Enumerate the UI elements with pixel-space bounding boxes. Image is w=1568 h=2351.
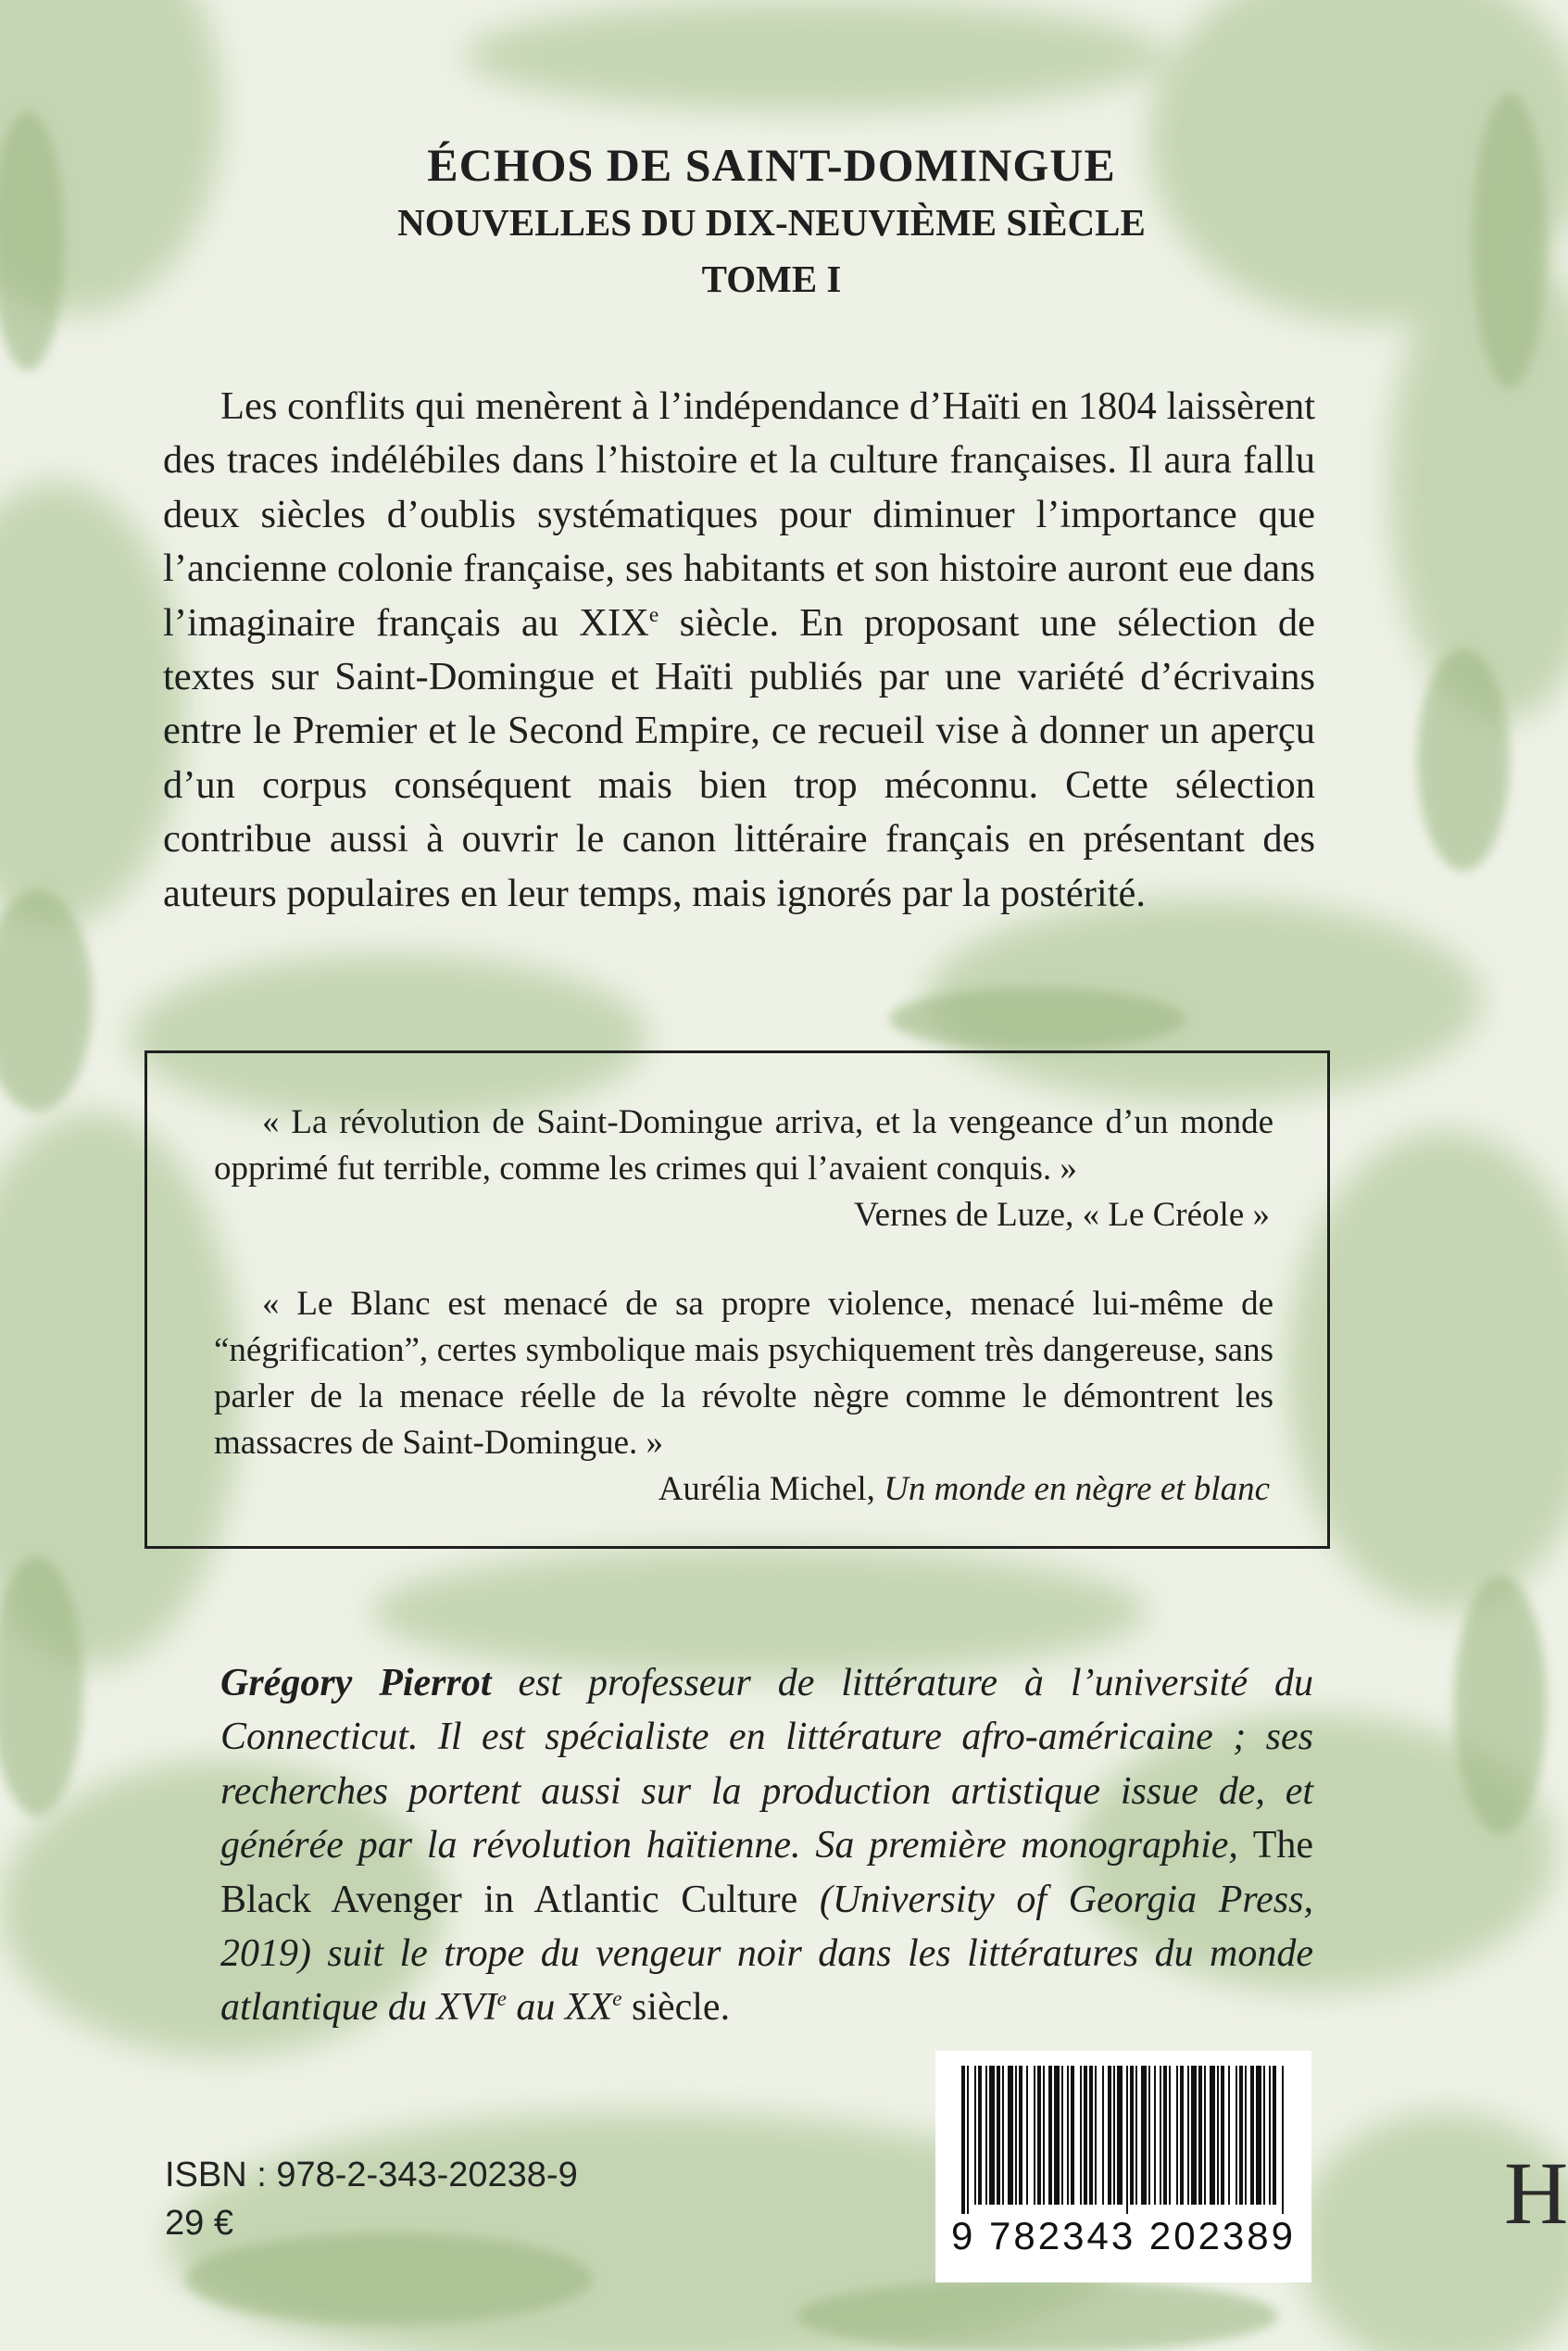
barcode-bar — [989, 2066, 995, 2205]
publisher-logo-letter: H — [1504, 2144, 1568, 2243]
barcode-bar — [1102, 2066, 1104, 2205]
barcode-bar — [1256, 2066, 1261, 2205]
barcode-bar — [1163, 2066, 1167, 2205]
barcode-bar — [1191, 2066, 1197, 2205]
quote-1-text: « La révolution de Saint-Domingue arriva, et la vengeance d’un monde opprimé fut terrible, comme les crimes qui l’avaient conquis. » — [214, 1103, 1273, 1188]
barcode-bar — [1135, 2066, 1137, 2205]
barcode-bar — [1273, 2066, 1276, 2205]
barcode-bar — [1071, 2066, 1074, 2205]
barcode-bar — [1204, 2066, 1206, 2205]
barcode-bar — [1250, 2066, 1254, 2205]
barcode-bar — [1154, 2066, 1156, 2205]
book-title: ÉCHOS DE SAINT-DOMINGUE — [427, 139, 1116, 191]
bio-text-4: siècle. — [621, 1986, 731, 2030]
barcode-bar — [1108, 2066, 1111, 2205]
barcode-bar — [1176, 2066, 1178, 2205]
quote-1-author: Vernes de Luze, « Le Créole » — [854, 1196, 1270, 1234]
barcode-bar — [1043, 2066, 1045, 2205]
barcode-bar — [1141, 2066, 1147, 2205]
price-label: 29 € — [165, 2204, 233, 2243]
barcode-bar — [1245, 2066, 1247, 2205]
barcode-bar — [1198, 2066, 1202, 2205]
quote-2-work: Un monde en nègre et blanc — [884, 1470, 1270, 1508]
barcode-bar — [1239, 2066, 1243, 2205]
barcode-bar — [974, 2066, 976, 2205]
quote-2-attribution — [659, 1466, 1270, 1513]
barcode-bars — [961, 2066, 1286, 2214]
barcode-bar — [1282, 2066, 1284, 2214]
barcode-bar — [1054, 2066, 1060, 2205]
barcode-bar — [1169, 2066, 1171, 2205]
barcode-bar — [1089, 2066, 1093, 2205]
barcode-bar — [1187, 2066, 1189, 2205]
barcode-bar — [1067, 2066, 1069, 2205]
bio-text-1: est professeur de littérature à l’université du Connecticut. Il est spécialiste en littérature afro-américaine ; ses recherches portent aussi sur la production artistique issue de, et générée par la révolution haïtienne. Sa première monographie, — [220, 1662, 1313, 1867]
barcode-bar — [1026, 2066, 1028, 2205]
barcode-bar — [1221, 2066, 1224, 2205]
book-volume: TOME I — [701, 258, 842, 300]
barcode-bar — [1095, 2066, 1097, 2205]
barcode-bar — [1080, 2066, 1082, 2205]
barcode-bar — [1084, 2066, 1087, 2205]
isbn-label: ISBN : 978-2-343-20238-9 — [165, 2156, 578, 2194]
barcode — [935, 2051, 1311, 2282]
barcode-bar — [1130, 2066, 1134, 2205]
book-title-block — [0, 137, 1543, 308]
barcode-bar — [1008, 2066, 1013, 2205]
barcode-bar — [978, 2066, 982, 2205]
barcode-bar — [1217, 2066, 1219, 2205]
quote-1-attribution — [854, 1192, 1270, 1238]
barcode-bar — [1160, 2066, 1161, 2205]
quotes-box — [144, 1050, 1330, 1549]
bio-superscript-2: e — [612, 1986, 622, 2011]
barcode-bar — [1210, 2066, 1215, 2205]
isbn-block — [165, 2151, 578, 2247]
author-bio — [220, 1656, 1313, 2035]
barcode-bar — [1148, 2066, 1150, 2205]
barcode-digits: 9 782343 202389 — [951, 2214, 1296, 2257]
barcode-bar — [1269, 2066, 1271, 2205]
barcode-bar — [1048, 2066, 1052, 2205]
summary-paragraph — [163, 380, 1315, 921]
barcode-bar — [1126, 2066, 1128, 2214]
quote-2-text: « Le Blanc est menacé de sa propre violence, menacé lui-même de “négrification”, certes symbolique mais psychiquement très dangereuse, sans parler de la menace réelle de la révolte nègre comme le démontrent les massacres de Saint-Domingue. » — [214, 1285, 1273, 1462]
barcode-bar — [997, 2066, 1000, 2205]
barcode-bar — [1015, 2066, 1017, 2205]
summary-text-2: siècle. En proposant une sélection de textes sur Saint-Domingue et Haïti publiés par une variété d’écrivains entre le Premier et le Second Empire, ce recueil vise à donner un aperçu d’un corpus conséquent mais bien trop méconnu. Cette sélection contribue aussi à ouvrir le canon littéraire français en présentant des auteurs populaires en leur temps, mais ignorés par la postérité. — [163, 600, 1315, 915]
barcode-bar — [1180, 2066, 1184, 2205]
barcode-bar — [1228, 2066, 1230, 2205]
barcode-bar — [1263, 2066, 1265, 2205]
quote-2-author: Aurélia Michel, — [658, 1470, 884, 1508]
barcode-bar — [1034, 2066, 1035, 2205]
barcode-bar — [1019, 2066, 1022, 2205]
summary-superscript: e — [648, 602, 659, 627]
barcode-bar — [1113, 2066, 1115, 2205]
barcode-bar — [1037, 2066, 1041, 2205]
barcode-bar — [967, 2066, 969, 2214]
book-subtitle: NOUVELLES DU DIX-NEUVIÈME SIÈCLE — [397, 201, 1146, 244]
bio-text-3: au XX — [506, 1986, 613, 2030]
barcode-bar — [985, 2066, 987, 2205]
bio-book-title: The Black Avenger in Atlantic Culture — [220, 1824, 1313, 1921]
bio-superscript-1: e — [496, 1986, 507, 2011]
barcode-bar — [1061, 2066, 1063, 2205]
barcode-bar — [1236, 2066, 1237, 2205]
summary-text-1: Les conflits qui menèrent à l’indépendance d’Haïti en 1804 laissèrent des traces indélébiles dans l’histoire et la culture françaises. Il aura fallu deux siècles d’oublis systématiques pour diminuer l’importance que l’ancienne colonie française, ses habitants et son histoire auront eue dans l’imaginaire français au XIX — [163, 384, 1315, 645]
barcode-bar — [961, 2066, 965, 2214]
barcode-bar — [1117, 2066, 1123, 2205]
bio-text-2: (University of Georgia Press, 2019) suit le trope du vengeur noir dans les littératures du monde atlantique du XVI — [220, 1878, 1313, 2030]
barcode-bar — [1002, 2066, 1004, 2205]
author-name: Grégory Pierrot — [220, 1662, 492, 1704]
